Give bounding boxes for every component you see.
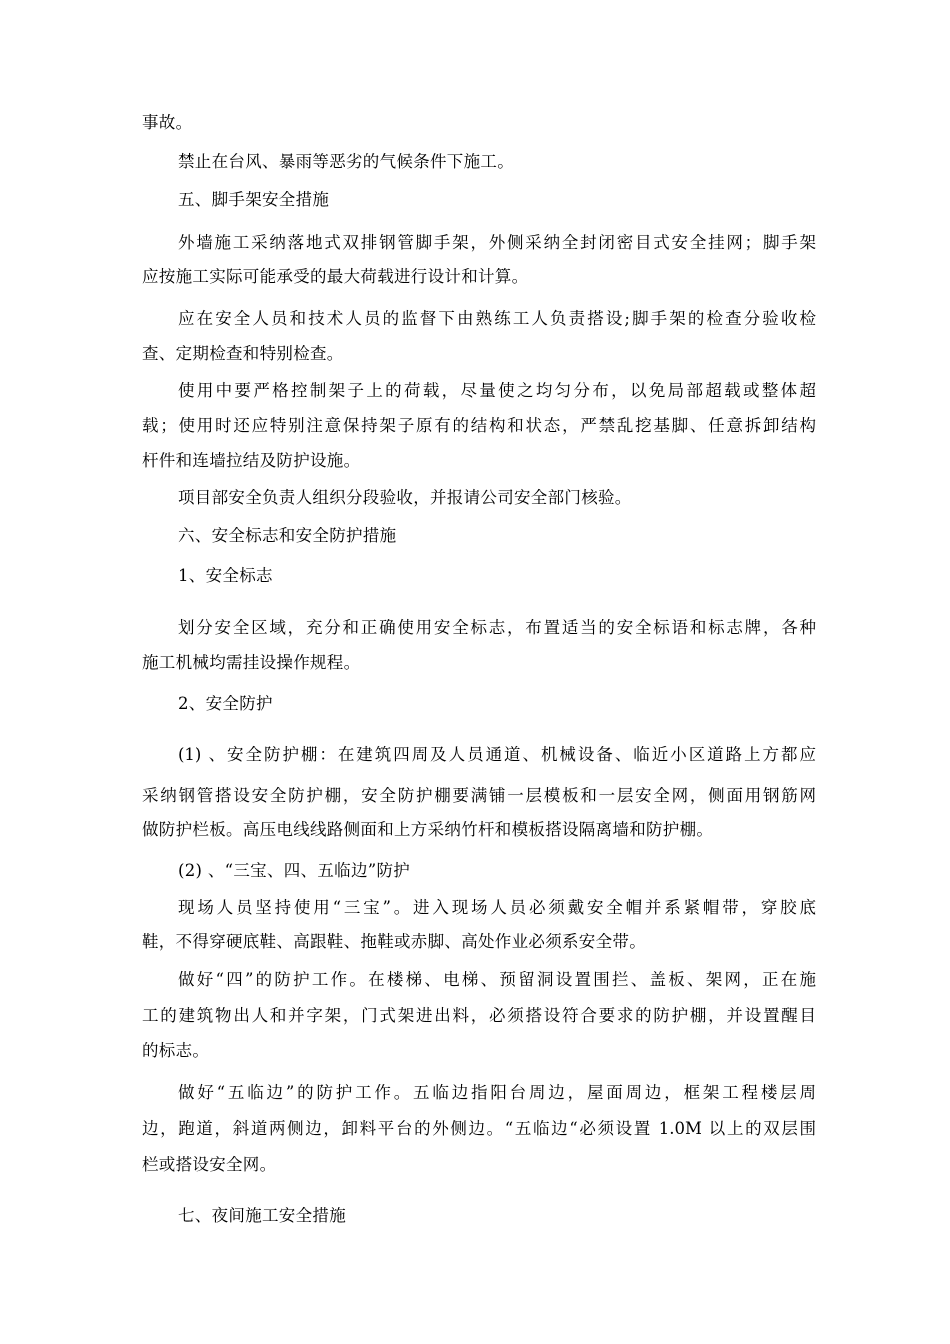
text-line: 外墙施工采纳落地式双排钢管脚手架，外侧采纳全封闭密目式安全挂网；脚手架 [178, 233, 816, 252]
subheading-safety-protection: 2、安全防护 [178, 694, 273, 713]
section-heading-safety-signs: 六、安全标志和安全防护措施 [178, 526, 397, 545]
text-line: 做好“四”的防护工作。在楼梯、电梯、预留洞设置围拦、盖板、架网，正在施 [178, 970, 816, 989]
text-line: 栏或搭设安全网。 [142, 1155, 277, 1174]
section-heading-night-work: 七、夜间施工安全措施 [178, 1206, 346, 1225]
text-line: 应按施工实际可能承受的最大荷载进行设计和计算。 [142, 267, 529, 286]
text-line: 施工机械均需挂设操作规程。 [142, 653, 361, 672]
text-line: 应在安全人员和技术人员的监督下由熟练工人负责搭设;脚手架的检查分验收检 [178, 309, 816, 328]
text-line: 使用中要严格控制架子上的荷载，尽量使之均匀分布，以免局部超载或整体超 [178, 381, 816, 400]
subheading-safety-signs: 1、安全标志 [178, 566, 273, 585]
text-line: 工的建筑物出人和并字架，门式架进出料，必须搭设符合要求的防护棚，并设置醒目 [142, 1006, 816, 1025]
text-line: 现场人员坚持使用“三宝”。进入现场人员必须戴安全帽并系紧帽带，穿胶底 [178, 898, 816, 917]
text-line: 载；使用时还应特别注意保持架子原有的结构和状态，严禁乱挖基脚、任意拆卸结构 [142, 416, 816, 435]
subheading-three-treasures: (2) 、“三宝、四、五临边”防护 [178, 861, 411, 880]
text-line: 边，跑道，斜道两侧边，卸料平台的外侧边。“五临边“必须设置 1.0M 以上的双层围 [142, 1119, 816, 1138]
text-line: 鞋，不得穿硬底鞋、高跟鞋、拖鞋或赤脚、高处作业必须系安全带。 [142, 932, 646, 951]
text-line-accident-end: 事故。 [142, 113, 193, 132]
text-line: 划分安全区域，充分和正确使用安全标志，布置适当的安全标语和标志牌，各种 [178, 618, 816, 637]
text-line: 的标志。 [142, 1041, 210, 1060]
text-line: 项目部安全负责人组织分段验收，并报请公司安全部门核验。 [178, 488, 632, 507]
text-line: 做好“五临边”的防护工作。五临边指阳台周边，屋面周边，框架工程楼层周 [178, 1083, 816, 1102]
text-line-no-storm-work: 禁止在台风、暴雨等恶劣的气候条件下施工。 [178, 152, 514, 171]
section-heading-scaffold: 五、脚手架安全措施 [178, 190, 330, 209]
text-line: (1) 、安全防护棚：在建筑四周及人员通道、机械设备、临近小区道路上方都应 [178, 745, 816, 764]
text-line: 采纳钢管搭设安全防护棚，安全防护棚要满铺一层模板和一层安全网，侧面用钢筋网 [142, 786, 816, 805]
text-line: 做防护栏板。高压电线线路侧面和上方采纳竹杆和模板搭设隔离墙和防护棚。 [142, 820, 714, 839]
text-line: 查、定期检查和特别检查。 [142, 344, 344, 363]
text-line: 杆件和连墙拉结及防护设施。 [142, 451, 361, 470]
